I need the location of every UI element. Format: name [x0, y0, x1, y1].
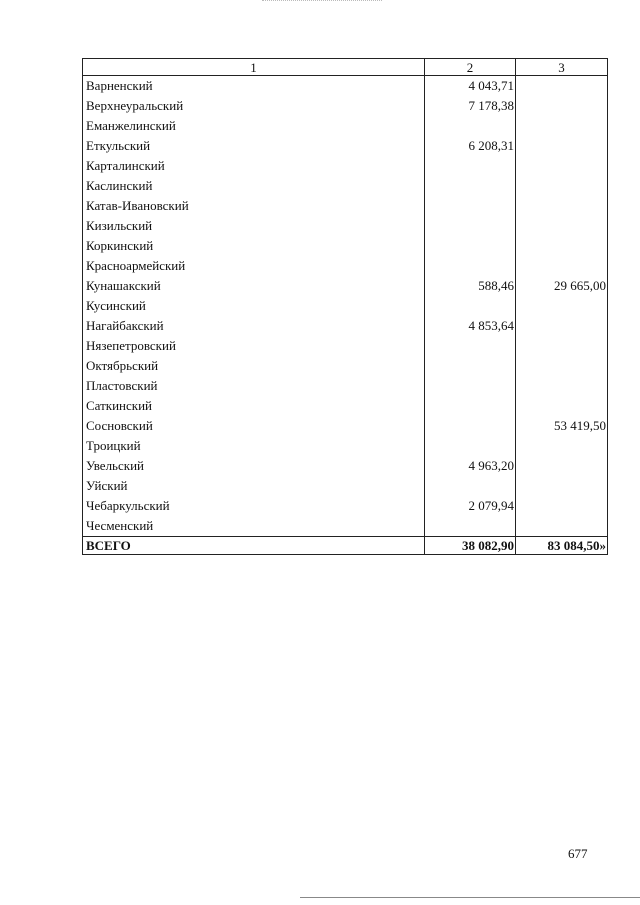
table-row: [83, 76, 608, 97]
value-col-3: [516, 76, 608, 97]
table-row: [83, 256, 608, 276]
table-row: [83, 216, 608, 236]
value-col-3: [516, 496, 608, 516]
value-col-3: [516, 456, 608, 476]
value-col-2: 4 853,64: [425, 316, 516, 336]
value-col-3: 53 419,50: [516, 416, 608, 436]
value-col-2: [425, 336, 516, 356]
header-col-1: 1: [83, 59, 425, 76]
table-row: [83, 376, 608, 396]
district-name: Варненский: [83, 76, 425, 97]
value-col-2: 4 963,20: [425, 456, 516, 476]
table-row: [83, 416, 608, 436]
district-name: Саткинский: [83, 396, 425, 416]
district-name: Красноармейский: [83, 256, 425, 276]
value-col-2: [425, 296, 516, 316]
district-name: Карталинский: [83, 156, 425, 176]
value-col-3: [516, 96, 608, 116]
district-name: Кизильский: [83, 216, 425, 236]
header-col-3: 3: [516, 59, 608, 76]
value-col-2: [425, 516, 516, 537]
value-col-3: [516, 316, 608, 336]
district-name: Кусинский: [83, 296, 425, 316]
value-col-2: [425, 256, 516, 276]
table-row: [83, 96, 608, 116]
district-name: Октябрьский: [83, 356, 425, 376]
district-name: Коркинский: [83, 236, 425, 256]
district-name: Нязепетровский: [83, 336, 425, 356]
table-row: [83, 496, 608, 516]
district-name: Каслинский: [83, 176, 425, 196]
table-row: [83, 296, 608, 316]
total-label: ВСЕГО: [83, 537, 425, 555]
table-row: [83, 156, 608, 176]
value-col-2: 4 043,71: [425, 76, 516, 97]
value-col-3: [516, 356, 608, 376]
table-header-row: [83, 59, 608, 76]
table-row: [83, 176, 608, 196]
total-col-2: 38 082,90: [425, 537, 516, 555]
value-col-3: [516, 336, 608, 356]
value-col-3: [516, 216, 608, 236]
value-col-2: [425, 356, 516, 376]
district-name: Пластовский: [83, 376, 425, 396]
value-col-3: [516, 116, 608, 136]
value-col-2: [425, 436, 516, 456]
table-row: [83, 276, 608, 296]
value-col-3: [516, 156, 608, 176]
district-name: Еманжелинский: [83, 116, 425, 136]
district-name: Троицкий: [83, 436, 425, 456]
table-row: [83, 436, 608, 456]
header-col-2: 2: [425, 59, 516, 76]
value-col-2: [425, 396, 516, 416]
value-col-2: [425, 176, 516, 196]
district-name: Нагайбакский: [83, 316, 425, 336]
district-name: Кунашакский: [83, 276, 425, 296]
district-name: Катав-Ивановский: [83, 196, 425, 216]
table-row: [83, 136, 608, 156]
district-name: Верхнеуральский: [83, 96, 425, 116]
district-name: Увельский: [83, 456, 425, 476]
table-row: [83, 116, 608, 136]
value-col-3: [516, 296, 608, 316]
value-col-3: 29 665,00: [516, 276, 608, 296]
value-col-2: [425, 416, 516, 436]
table-row: [83, 236, 608, 256]
table-row: [83, 356, 608, 376]
table-row: [83, 476, 608, 496]
value-col-2: [425, 236, 516, 256]
value-col-3: [516, 516, 608, 537]
district-name: Чесменский: [83, 516, 425, 537]
value-col-3: [516, 196, 608, 216]
value-col-3: [516, 176, 608, 196]
value-col-3: [516, 136, 608, 156]
value-col-2: [425, 376, 516, 396]
value-col-3: [516, 476, 608, 496]
district-name: Уйский: [83, 476, 425, 496]
district-table: [82, 58, 608, 555]
value-col-3: [516, 236, 608, 256]
scan-top-mark: [262, 0, 382, 7]
total-col-3: 83 084,50»: [516, 537, 608, 555]
table-row: [83, 516, 608, 537]
table-row: [83, 316, 608, 336]
value-col-3: [516, 396, 608, 416]
value-col-2: [425, 116, 516, 136]
value-col-3: [516, 436, 608, 456]
value-col-2: 7 178,38: [425, 96, 516, 116]
total-row: [83, 537, 608, 555]
scan-bottom-rule: [300, 897, 640, 898]
district-name: Чебаркульский: [83, 496, 425, 516]
value-col-3: [516, 256, 608, 276]
table-row: [83, 396, 608, 416]
value-col-2: 588,46: [425, 276, 516, 296]
value-col-2: [425, 476, 516, 496]
value-col-2: [425, 196, 516, 216]
value-col-2: [425, 156, 516, 176]
value-col-2: [425, 216, 516, 236]
value-col-3: [516, 376, 608, 396]
page-number: 677: [568, 846, 588, 861]
table-row: [83, 196, 608, 216]
value-col-2: 6 208,31: [425, 136, 516, 156]
table-row: [83, 336, 608, 356]
district-name: Еткульский: [83, 136, 425, 156]
district-name: Сосновский: [83, 416, 425, 436]
value-col-2: 2 079,94: [425, 496, 516, 516]
table-row: [83, 456, 608, 476]
